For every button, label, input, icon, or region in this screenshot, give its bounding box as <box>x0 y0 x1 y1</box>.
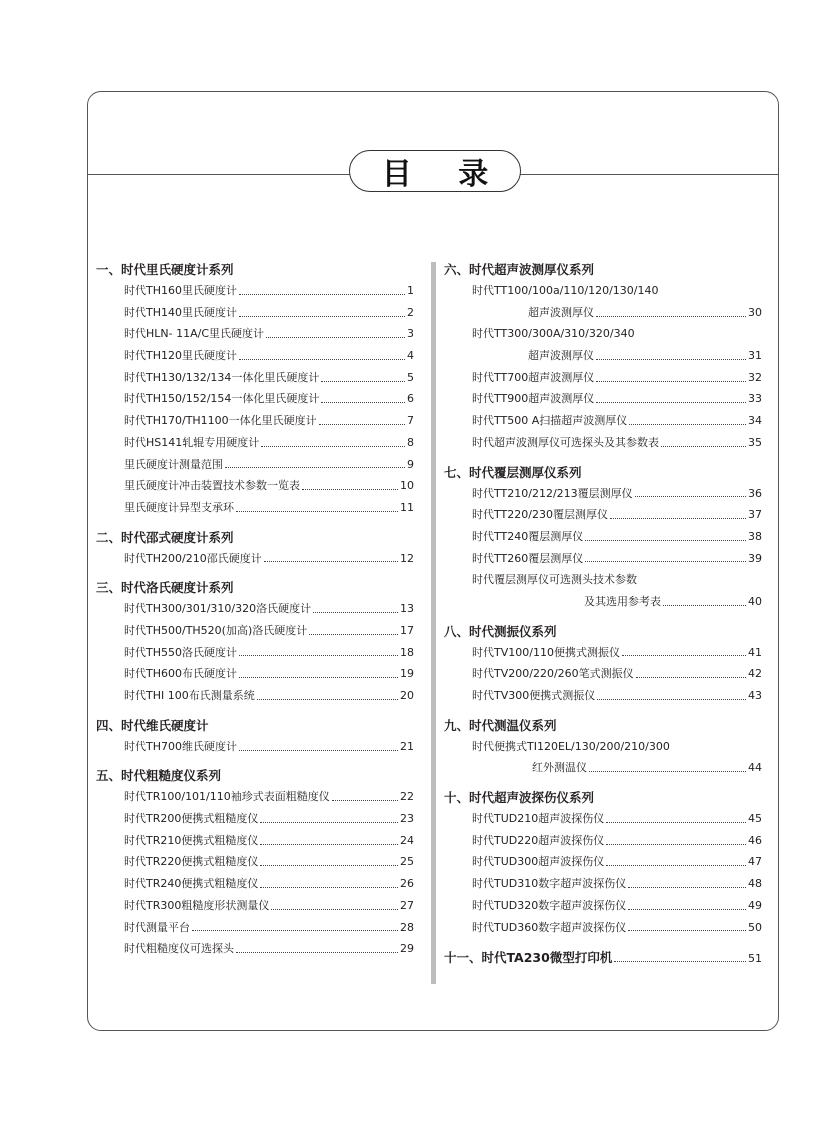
toc-entry-text: 时代TR100/101/110袖珍式表面粗糙度仪 <box>124 790 330 804</box>
toc-section-heading[interactable]: 六、时代超声波测厚仪系列 <box>444 262 595 277</box>
toc-entry-text: 时代TH550洛氏硬度计 <box>124 645 237 659</box>
toc-section <box>444 622 762 707</box>
toc-entry-page: 28 <box>400 920 414 934</box>
toc-leader-dots <box>239 676 398 678</box>
toc-entry-page: 29 <box>400 942 414 956</box>
toc-entry[interactable] <box>444 591 762 613</box>
toc-entry[interactable] <box>444 388 762 410</box>
toc-section <box>444 716 762 779</box>
toc-entry-page: 50 <box>748 920 762 934</box>
toc-entry-page: 38 <box>748 529 762 543</box>
toc-entry-page: 5 <box>407 370 414 384</box>
toc-entry-page: 4 <box>407 349 414 363</box>
toc-leader-dots <box>622 654 746 656</box>
toc-entry-text: 时代TV100/110便携式测振仪 <box>472 645 620 659</box>
toc-entry-page: 31 <box>748 349 762 363</box>
toc-entry-page: 49 <box>748 898 762 912</box>
toc-entry[interactable] <box>96 302 414 324</box>
toc-entry-text: 时代TR200便携式粗糙度仪 <box>124 812 259 826</box>
toc-entry-text: 时代TH700维氏硬度计 <box>124 739 237 753</box>
toc-section <box>96 578 414 706</box>
toc-entry[interactable] <box>444 830 762 852</box>
toc-section <box>96 716 414 758</box>
toc-leader-dots <box>313 611 398 613</box>
toc-entry-page: 32 <box>748 370 762 384</box>
toc-entry[interactable] <box>444 548 762 570</box>
toc-entry-page: 43 <box>748 689 762 702</box>
toc-section <box>444 788 762 938</box>
toc-entry-text: 时代TH300/301/310/320洛氏硬度计 <box>124 602 312 616</box>
toc-leader-dots <box>628 908 746 910</box>
toc-entry-text: 时代TUD360数字超声波探伤仪 <box>472 920 627 934</box>
toc-leader-dots <box>260 886 398 888</box>
toc-entry[interactable] <box>444 432 762 454</box>
toc-entry[interactable] <box>96 642 414 664</box>
toc-entry-page: 42 <box>748 667 762 681</box>
toc-leader-dots <box>585 539 746 541</box>
toc-leader-dots <box>610 517 746 519</box>
toc-entry[interactable] <box>444 345 762 367</box>
toc-entry[interactable] <box>96 454 414 476</box>
toc-entry-page: 11 <box>400 500 414 514</box>
toc-section-heading[interactable]: 一、时代里氏硬度计系列 <box>96 262 234 277</box>
toc-final-entry-text: 十一、时代TA230微型打印机 <box>444 950 613 966</box>
toc-entry-page: 30 <box>748 305 762 319</box>
toc-entry[interactable] <box>96 808 414 830</box>
toc-section-heading[interactable]: 四、时代维氏硬度计 <box>96 717 209 733</box>
toc-entry-page: 37 <box>748 508 762 522</box>
toc-entry-text: 时代TUD310数字超声波探伤仪 <box>472 877 627 891</box>
toc-entry[interactable] <box>96 620 414 642</box>
toc-leader-dots <box>260 864 398 866</box>
toc-leader-dots <box>261 445 405 447</box>
toc-leader-dots <box>589 770 746 772</box>
toc-entry[interactable] <box>96 786 414 808</box>
toc-entry-text: 红外测温仪 <box>532 761 587 775</box>
toc-entry-text: 时代TR220便携式粗糙度仪 <box>124 855 259 869</box>
toc-section-heading[interactable]: 七、时代覆层测厚仪系列 <box>444 464 582 480</box>
toc-entry[interactable] <box>444 483 762 505</box>
toc-section <box>96 528 414 570</box>
toc-entry-text: 里氏硬度计测量范围 <box>124 457 223 471</box>
toc-entry-text: 里氏硬度计异型支承环 <box>124 500 234 514</box>
toc-leader-dots <box>606 864 746 866</box>
toc-leader-dots <box>225 466 405 468</box>
toc-entry-page: 26 <box>400 877 414 891</box>
toc-entry-text: 时代TH200/210邵氏硬度计 <box>124 551 262 565</box>
toc-entry-text: 时代便携式TI120EL/130/200/210/300 <box>472 739 670 753</box>
toc-leader-dots <box>628 886 746 888</box>
toc-entry-page: 39 <box>748 551 762 565</box>
toc-leader-dots <box>636 676 746 678</box>
toc-entry-text: 时代TV200/220/260笔式测振仪 <box>472 667 634 681</box>
toc-leader-dots <box>266 336 405 338</box>
toc-section-heading[interactable]: 三、时代洛氏硬度计系列 <box>96 580 234 596</box>
toc-entry-page: 27 <box>400 898 414 912</box>
toc-entry-text: 时代TV300便携式测振仪 <box>472 689 596 702</box>
toc-entry[interactable] <box>444 917 762 939</box>
toc-entry-page: 8 <box>407 435 414 449</box>
toc-entry-page: 19 <box>400 667 414 681</box>
toc-section-heading[interactable]: 十、时代超声波探伤仪系列 <box>444 790 595 806</box>
toc-entry[interactable] <box>96 598 414 620</box>
toc-entry-text: 时代TUD320数字超声波探伤仪 <box>472 898 627 912</box>
toc-entry[interactable] <box>96 323 414 345</box>
toc-leader-dots <box>239 293 405 295</box>
toc-entry-page: 33 <box>748 392 762 406</box>
toc-entry[interactable] <box>96 895 414 917</box>
toc-entry-text: 时代超声波测厚仪可选探头及其参数表 <box>472 435 659 449</box>
toc-entry[interactable] <box>96 345 414 367</box>
toc-entry-text: 时代TT240覆层测厚仪 <box>472 529 584 543</box>
toc-entry-page: 21 <box>400 739 414 753</box>
toc-leader-dots <box>597 698 746 700</box>
toc-left-column <box>96 260 414 969</box>
column-divider <box>431 262 436 984</box>
toc-entry-page: 10 <box>400 479 414 493</box>
toc-entry-text: 时代TH120里氏硬度计 <box>124 349 237 363</box>
toc-entry[interactable] <box>96 280 414 302</box>
toc-entry-text: 时代TH170/TH1100一体化里氏硬度计 <box>124 414 317 428</box>
toc-entry-page: 47 <box>748 855 762 869</box>
toc-entry-text: 时代TR300粗糙度形状测量仪 <box>124 898 270 912</box>
toc-entry[interactable] <box>444 569 762 591</box>
toc-section-heading[interactable]: 五、时代粗糙度仪系列 <box>96 768 222 784</box>
toc-leader-dots <box>239 315 405 317</box>
toc-entry-page: 3 <box>407 327 414 341</box>
toc-entry-page: 2 <box>407 305 414 319</box>
toc-entry-page: 20 <box>400 689 414 702</box>
toc-leader-dots <box>596 401 746 403</box>
toc-entry-text: 及其选用参考表 <box>584 594 661 608</box>
toc-entry-text: 时代TT500 A扫描超声波测厚仪 <box>472 414 628 428</box>
toc-entry-page: 24 <box>400 833 414 847</box>
toc-entry-text: 时代TT260覆层测厚仪 <box>472 551 584 565</box>
toc-entry[interactable] <box>96 917 414 939</box>
toc-leader-dots <box>236 951 398 953</box>
toc-section-heading[interactable]: 八、时代测振仪系列 <box>444 623 557 639</box>
toc-leader-dots <box>606 843 746 845</box>
toc-entry[interactable] <box>96 830 414 852</box>
toc-leader-dots <box>332 799 398 801</box>
toc-leader-dots <box>596 380 746 382</box>
toc-entry[interactable] <box>444 663 762 685</box>
toc-entry-page: 45 <box>748 812 762 826</box>
toc-entry[interactable] <box>444 851 762 873</box>
toc-leader-dots <box>239 749 398 751</box>
toc-entry-text: 时代HS141轧辊专用硬度计 <box>124 435 260 449</box>
toc-entry-text: 时代粗糙度仪可选探头 <box>124 942 234 956</box>
toc-entry-text: 时代TT300/300A/310/320/340 <box>472 327 635 341</box>
toc-final-entry[interactable] <box>444 947 762 969</box>
toc-entry-text: 时代TH150/152/154一体化里氏硬度计 <box>124 392 320 406</box>
toc-entry-page: 23 <box>400 812 414 826</box>
toc-leader-dots <box>192 929 398 931</box>
toc-entry[interactable] <box>444 302 762 324</box>
toc-entry-text: 时代TT210/212/213覆层测厚仪 <box>472 486 633 500</box>
toc-leader-dots <box>606 821 746 823</box>
toc-entry[interactable] <box>96 388 414 410</box>
toc-final-entry-page: 51 <box>748 952 762 966</box>
toc-entry[interactable] <box>444 410 762 432</box>
toc-entry-text: 时代TT220/230覆层测厚仪 <box>472 508 608 522</box>
toc-entry-page: 48 <box>748 877 762 891</box>
toc-entry[interactable] <box>444 685 762 707</box>
toc-entry[interactable] <box>96 548 414 570</box>
toc-entry[interactable] <box>444 808 762 830</box>
toc-entry-text: 超声波测厚仪 <box>528 305 594 319</box>
toc-leader-dots <box>614 960 746 962</box>
toc-entry-page: 40 <box>748 594 762 608</box>
toc-entry-text: 时代覆层测厚仪可选测头技术参数 <box>472 573 637 587</box>
toc-section-heading[interactable]: 九、时代测温仪系列 <box>444 717 557 733</box>
toc-entry-text: 时代HLN- 11A/C里氏硬度计 <box>124 327 265 341</box>
toc-leader-dots <box>264 560 398 562</box>
toc-entry-page: 35 <box>748 435 762 449</box>
toc-entry[interactable] <box>444 757 762 779</box>
toc-leader-dots <box>257 698 398 700</box>
toc-entry-page: 41 <box>748 645 762 659</box>
toc-section <box>444 260 762 454</box>
toc-entry-page: 17 <box>400 623 414 637</box>
title-badge <box>349 150 521 192</box>
toc-entry[interactable] <box>96 497 414 519</box>
toc-entry-page: 22 <box>400 790 414 804</box>
toc-leader-dots <box>302 488 398 490</box>
toc-entry[interactable] <box>96 851 414 873</box>
toc-entry-text: 时代TR210便携式粗糙度仪 <box>124 833 259 847</box>
toc-leader-dots <box>585 560 746 562</box>
toc-leader-dots <box>260 843 398 845</box>
toc-entry-text: 时代TUD220超声波探伤仪 <box>472 833 605 847</box>
toc-leader-dots <box>596 315 746 317</box>
toc-entry-text: 时代测量平台 <box>124 920 190 934</box>
toc-entry-text: 时代TT100/100a/110/120/130/140 <box>472 284 659 297</box>
toc-entry-page: 34 <box>748 414 762 428</box>
toc-leader-dots <box>236 510 398 512</box>
toc-leader-dots <box>260 821 398 823</box>
toc-entry-text: 里氏硬度计冲击装置技术参数一览表 <box>124 479 300 493</box>
toc-entry-text: 时代TT700超声波测厚仪 <box>472 370 595 384</box>
toc-leader-dots <box>321 380 405 382</box>
toc-entry[interactable] <box>96 367 414 389</box>
toc-entry[interactable] <box>444 280 762 302</box>
toc-entry-page: 46 <box>748 833 762 847</box>
toc-entry[interactable] <box>96 663 414 685</box>
toc-leader-dots <box>321 401 405 403</box>
toc-entry[interactable] <box>96 410 414 432</box>
toc-leader-dots <box>239 358 405 360</box>
toc-entry-text: 时代THI 100布氏测量系统 <box>124 689 255 702</box>
toc-entry-text: 时代TH130/132/134一体化里氏硬度计 <box>124 370 320 384</box>
toc-entry[interactable] <box>96 938 414 960</box>
toc-leader-dots <box>661 445 746 447</box>
toc-entry[interactable] <box>444 736 762 758</box>
toc-entry[interactable] <box>444 873 762 895</box>
toc-entry-page: 12 <box>400 551 414 565</box>
toc-leader-dots <box>628 929 746 931</box>
toc-leader-dots <box>271 908 398 910</box>
toc-entry[interactable] <box>444 895 762 917</box>
toc-entry[interactable] <box>444 526 762 548</box>
toc-entry-page: 6 <box>407 392 414 406</box>
toc-entry[interactable] <box>444 504 762 526</box>
toc-entry-text: 时代TH140里氏硬度计 <box>124 305 237 319</box>
toc-entry[interactable] <box>96 432 414 454</box>
toc-entry-page: 25 <box>400 855 414 869</box>
toc-leader-dots <box>309 633 398 635</box>
toc-entry-page: 7 <box>407 414 414 428</box>
toc-entry[interactable] <box>444 323 762 345</box>
toc-entry-page: 9 <box>407 457 414 471</box>
toc-entry[interactable] <box>96 873 414 895</box>
toc-section-heading[interactable]: 二、时代邵式硬度计系列 <box>96 529 234 545</box>
toc-entry-page: 18 <box>400 645 414 659</box>
page-title: 目 录 <box>381 157 507 192</box>
toc-entry[interactable] <box>96 685 414 707</box>
toc-section <box>444 463 762 613</box>
toc-leader-dots <box>319 423 405 425</box>
toc-entry-text: 时代TH500/TH520(加高)洛氏硬度计 <box>124 623 308 637</box>
toc-leader-dots <box>596 358 746 360</box>
toc-section <box>96 260 414 519</box>
toc-entry-text: 时代TT900超声波测厚仪 <box>472 392 595 406</box>
toc-leader-dots <box>663 604 746 606</box>
toc-section <box>96 766 414 960</box>
toc-entry-text: 时代TH600布氏硬度计 <box>124 667 237 681</box>
toc-leader-dots <box>629 423 746 425</box>
toc-leader-dots <box>239 654 398 656</box>
toc-entry-text: 时代TH160里氏硬度计 <box>124 284 237 297</box>
toc-entry-text: 时代TUD300超声波探伤仪 <box>472 855 605 869</box>
toc-entry-text: 时代TUD210超声波探伤仪 <box>472 812 605 826</box>
toc-right-column <box>444 260 762 969</box>
toc-entry-page: 44 <box>748 761 762 775</box>
toc-entry-text: 时代TR240便携式粗糙度仪 <box>124 877 259 891</box>
toc-entry-page: 13 <box>400 602 414 616</box>
toc-entry[interactable] <box>444 642 762 664</box>
toc-entry-text: 超声波测厚仪 <box>528 349 594 363</box>
toc-entry-page: 36 <box>748 486 762 500</box>
toc-entry[interactable] <box>96 736 414 758</box>
toc-entry[interactable] <box>444 367 762 389</box>
toc-leader-dots <box>635 495 746 497</box>
toc-entry[interactable] <box>96 475 414 497</box>
toc-entry-page: 1 <box>407 284 414 297</box>
